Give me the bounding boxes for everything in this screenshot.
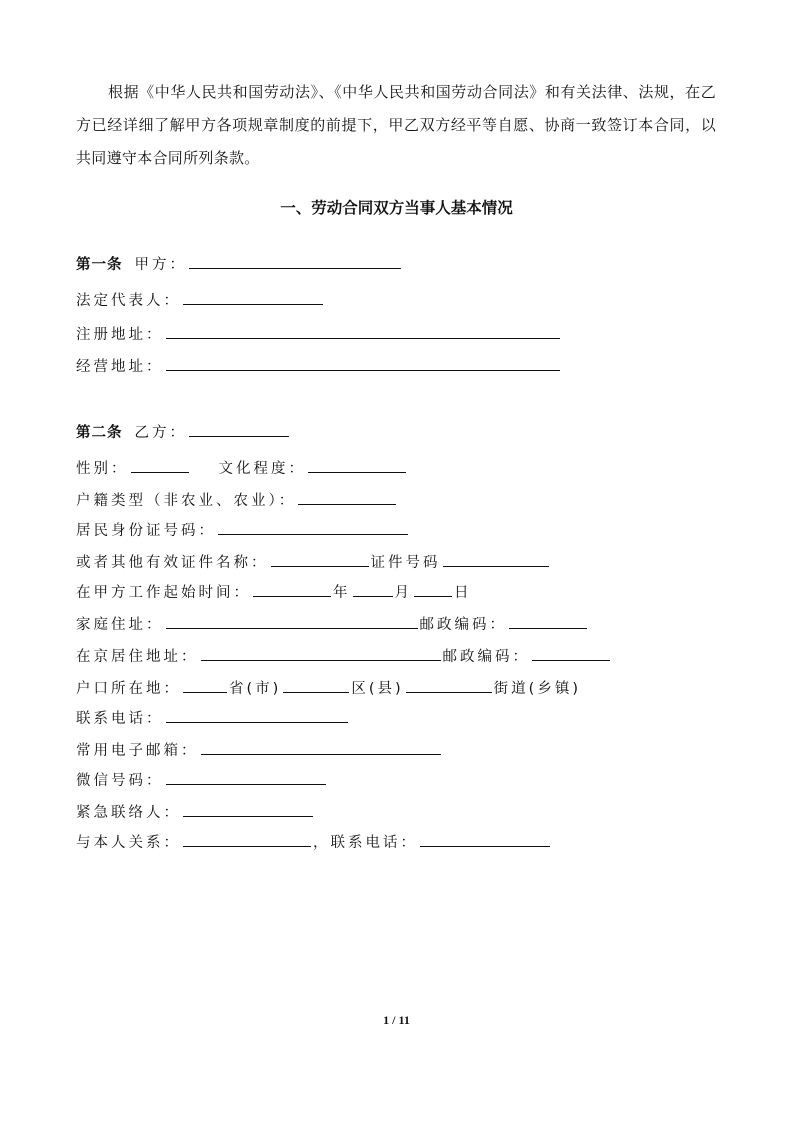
wechat-label: 微信号码：: [76, 773, 164, 789]
province-label: 省(市): [229, 681, 282, 697]
phone-label: 联系电话：: [76, 711, 164, 727]
home-address-label: 家庭住址：: [76, 617, 164, 633]
party-a-label: 甲方：: [134, 257, 187, 273]
beijing-address-field[interactable]: [201, 644, 441, 661]
start-year-field[interactable]: [253, 580, 331, 597]
reg-address-field[interactable]: [166, 322, 560, 339]
day-label: 日: [454, 585, 472, 601]
other-id-number-field[interactable]: [443, 550, 549, 567]
article1-row: [76, 252, 403, 276]
home-address-field[interactable]: [166, 612, 418, 629]
year-label: 年: [333, 585, 351, 601]
education-field[interactable]: [308, 456, 406, 473]
month-label: 月: [394, 585, 412, 601]
start-month-field[interactable]: [353, 580, 393, 597]
email-label: 常用电子邮箱：: [76, 743, 199, 759]
postal-code-2-label: 邮政编码：: [442, 649, 530, 665]
relationship-label: 与本人关系：: [76, 835, 181, 851]
email-row: [76, 738, 443, 762]
district-label: 区(县): [351, 681, 404, 697]
article2-label: 第二条: [76, 425, 123, 441]
start-time-row: [76, 580, 472, 604]
biz-address-field[interactable]: [166, 354, 560, 371]
gender-education-row: [76, 456, 408, 480]
postal-code-1-field[interactable]: [509, 612, 587, 629]
other-id-name-label: 或者其他有效证件名称：: [76, 555, 269, 571]
phone-field[interactable]: [166, 706, 348, 723]
emergency-contact-label: 紧急联络人：: [76, 805, 181, 821]
postal-code-1-label: 邮政编码：: [419, 617, 507, 633]
beijing-address-label: 在京居住地址：: [76, 649, 199, 665]
home-address-row: [76, 612, 589, 636]
postal-code-2-field[interactable]: [532, 644, 610, 661]
emergency-phone-field[interactable]: [420, 830, 550, 847]
hukou-type-row: [76, 488, 398, 512]
gender-field[interactable]: [131, 456, 189, 473]
relationship-row: [76, 830, 552, 854]
hukou-type-label: 户籍类型（非农业、农业）：: [76, 493, 297, 509]
education-label: 文化程度：: [218, 461, 306, 477]
legal-rep-row: [76, 288, 325, 312]
phone-row: [76, 706, 350, 730]
intro-paragraph: 根据《中华人民共和国劳动法》、《中华人民共和国劳动合同法》和有关法律、法规，在乙方已经详细了解甲方各项规章制度的前提下，甲乙双方经平等自愿、协商一致签订本合同，以共同遵守本合同所列条款。: [76, 83, 716, 167]
emergency-phone-label: ，联系电话：: [313, 835, 418, 851]
biz-address-row: [76, 354, 562, 378]
article2-row: [76, 420, 291, 444]
hukou-type-field[interactable]: [298, 488, 396, 505]
section-title: 一、劳动合同双方当事人基本情况: [280, 199, 513, 217]
district-field[interactable]: [283, 676, 349, 693]
street-field[interactable]: [406, 676, 492, 693]
other-id-number-label: 证件号码: [370, 555, 441, 571]
legal-rep-label: 法定代表人：: [76, 293, 181, 309]
gender-label: 性别：: [76, 461, 129, 477]
party-b-field[interactable]: [189, 420, 289, 437]
start-day-field[interactable]: [414, 580, 452, 597]
party-a-field[interactable]: [189, 252, 401, 269]
id-number-label: 居民身份证号码：: [76, 523, 216, 539]
wechat-row: [76, 768, 328, 792]
reg-address-label: 注册地址：: [76, 327, 164, 343]
wechat-field[interactable]: [166, 768, 326, 785]
start-time-label: 在甲方工作起始时间：: [76, 585, 251, 601]
hukou-location-label: 户口所在地：: [76, 681, 181, 697]
relationship-field[interactable]: [183, 830, 311, 847]
id-number-field[interactable]: [218, 518, 408, 535]
legal-rep-field[interactable]: [183, 288, 323, 305]
page-number: 1 / 11: [383, 1013, 410, 1027]
other-id-name-field[interactable]: [271, 550, 369, 567]
article1-label: 第一条: [76, 257, 123, 273]
party-b-label: 乙方：: [134, 425, 187, 441]
id-number-row: [76, 518, 410, 542]
province-field[interactable]: [183, 676, 227, 693]
street-label: 街道(乡镇): [493, 681, 581, 697]
biz-address-label: 经营地址：: [76, 359, 164, 375]
beijing-address-row: [76, 644, 612, 668]
emergency-contact-field[interactable]: [183, 800, 313, 817]
emergency-contact-row: [76, 800, 315, 824]
email-field[interactable]: [201, 738, 441, 755]
hukou-location-row: [76, 676, 581, 700]
reg-address-row: [76, 322, 562, 346]
other-id-row: [76, 550, 551, 574]
